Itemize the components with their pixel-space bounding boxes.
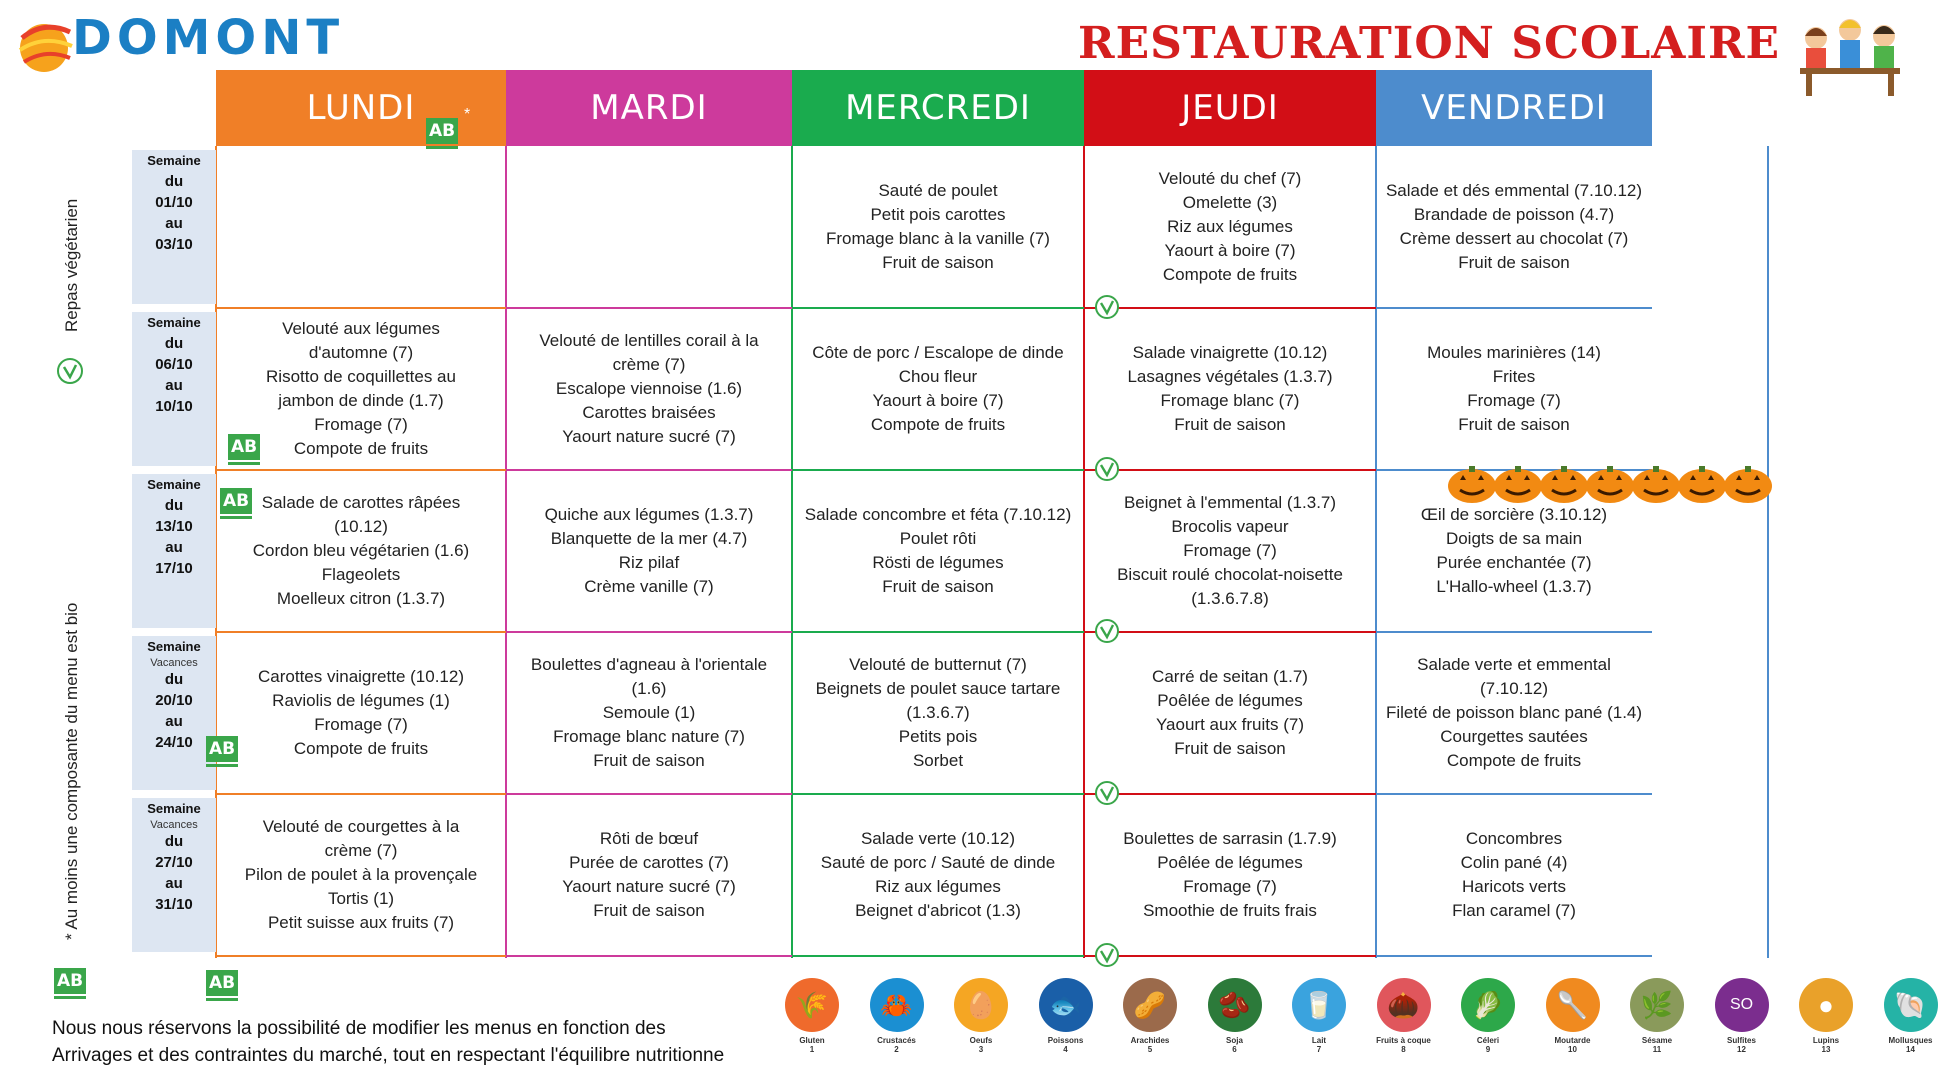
meal-item: Yaourt nature sucré (7) [562,877,736,896]
week-line: du [164,497,184,514]
sulfites-icon: SO [1715,978,1769,1032]
logo-text: DOMONT [72,10,345,66]
day-label: LUNDI [306,88,416,128]
meal-item: Flageolets [321,565,401,584]
meal-item: Omelette (3) [1182,193,1278,212]
meal-item: crème (7) [324,841,398,860]
meal-item: Carré de seitan (1.7) [1152,667,1308,686]
meal-cell [1376,308,1652,470]
gluten-icon: 🌾 [785,978,839,1032]
row-divider [1376,955,1652,957]
moutarde-icon: 🥄 [1546,978,1600,1032]
week-line: 01/10 [155,194,193,211]
allergen-number: 10 [1568,1045,1577,1054]
meal-item: Quiche aux légumes (1.3.7) [544,505,754,524]
meal-item: Fileté de poisson blanc pané (1.4) [1385,703,1643,722]
week-line: 31/10 [155,896,193,913]
meal-cell [1376,794,1652,956]
footer-line: Nous nous réservons la possibilité de modifier les menus en fonction des [52,1018,666,1039]
allergen-item [1023,978,1109,1054]
week-line: au [165,539,183,556]
meal-item: Lasagnes végétales (1.3.7) [1127,367,1333,386]
meal-item: (1.6) [631,679,667,698]
meal-cell [1084,470,1376,632]
meal-item: Cordon bleu végétarien (1.6) [252,541,470,560]
week-label [132,798,216,952]
meal-item: Boulettes de sarrasin (1.7.9) [1123,829,1337,848]
meal-item: Blanquette de la mer (4.7) [550,529,748,548]
meal-item: Beignet à l'emmental (1.3.7) [1123,493,1337,512]
week-line: Semaine [147,639,201,654]
meal-item: Risotto de coquillettes au [266,367,456,386]
allergen-item [769,978,855,1054]
allergen-name: Arachides [1130,1036,1170,1045]
fruits-coque-icon: 🌰 [1377,978,1431,1032]
meal-cell [792,632,1084,794]
allergen-name: Lupins [1812,1036,1840,1045]
week-line: Semaine [147,801,201,816]
allergen-number: 13 [1821,1045,1831,1054]
meal-item: Velouté de lentilles corail à la [539,331,759,350]
meal-item: L'Hallo-wheel (1.3.7) [1436,577,1592,596]
menu-grid [132,70,1770,958]
vegetarian-icon [56,357,84,385]
allergen-item [938,978,1024,1054]
meal-item: d'automne (7) [308,343,414,362]
meal-item: Fruit de saison [1174,739,1286,758]
meal-item: Riz aux légumes [1167,217,1293,236]
allergen-number: 14 [1906,1045,1915,1054]
meal-item: Concombres [1465,829,1563,848]
allergen-number: 9 [1485,1045,1491,1054]
day-header-jeudi [1084,70,1376,146]
meal-item: Courgettes sautées [1440,727,1588,746]
allergen-name: Céleri [1476,1036,1500,1045]
halloween-pumpkins-decoration [1450,466,1768,504]
column-divider [1767,146,1769,958]
logo-sun-icon [20,24,72,72]
meal-item: (1.3.6.7.8) [1191,589,1269,608]
meal-cell [216,794,506,956]
oeufs-icon: 🥚 [954,978,1008,1032]
week-label [132,312,216,466]
meal-item: Smoothie de fruits frais [1143,901,1317,920]
bio-component-label: * Au moins une composante du menu est bio [62,602,81,940]
meal-item: Côte de porc / Escalope de dinde [812,343,1064,362]
meal-item: Velouté aux légumes [282,319,440,338]
bio-asterisk: * [464,106,471,123]
meal-cell [506,794,792,956]
meal-item: Brandade de poisson (4.7) [1413,205,1615,224]
meal-item: Poêlée de légumes [1157,853,1303,872]
meal-item: Salade verte (10.12) [860,829,1016,848]
meal-item: Rôti de bœuf [599,829,699,848]
meal-item: Salade vinaigrette (10.12) [1132,343,1328,362]
allergen-number: 1 [809,1045,815,1054]
allergen-number: 12 [1737,1045,1746,1054]
meal-item: Compote de fruits [1446,751,1582,770]
meal-item: Fromage blanc nature (7) [553,727,745,746]
crustac-s-icon: 🦀 [870,978,924,1032]
meal-item: Doigts de sa main [1445,529,1583,548]
allergen-item [854,978,940,1054]
bio-ab-icon: AB [54,968,86,1002]
meal-item: Yaourt à boire (7) [872,391,1004,410]
mollusques-icon: 🐚 [1884,978,1938,1032]
bio-ab-icon: AB [228,434,260,468]
meal-item: Escalope viennoise (1.6) [555,379,743,398]
meal-cell [1084,794,1376,956]
allergen-name: Gluten [799,1036,825,1045]
meal-item: Salade concombre et féta (7.10.12) [804,505,1072,524]
meal-item: Yaourt aux fruits (7) [1155,715,1305,734]
meal-item: Carottes vinaigrette (10.12) [258,667,464,686]
meal-item: Riz aux légumes [875,877,1001,896]
bio-ab-icon: AB [220,488,252,522]
meal-item: Crème dessert au chocolat (7) [1399,229,1629,248]
meal-item: Petit pois carottes [870,205,1006,224]
meal-item: Haricots verts [1462,877,1566,896]
day-label: MARDI [590,88,708,128]
meal-item: Petit suisse aux fruits (7) [267,913,455,932]
row-divider [506,955,792,957]
week-line: 03/10 [155,236,193,253]
meal-item: Beignet d'abricot (1.3) [855,901,1021,920]
allergen-number: 5 [1147,1045,1153,1054]
meal-item: Boulettes d'agneau à l'orientale [530,655,768,674]
meal-cell [1376,146,1652,308]
meal-item: Fromage (7) [314,715,408,734]
week-line: 06/10 [155,356,193,373]
meal-item: Biscuit roulé chocolat-noisette [1117,565,1343,584]
allergen-number: 11 [1652,1045,1662,1054]
allergen-number: 7 [1316,1045,1322,1054]
meal-cell [506,470,792,632]
meal-cell [792,308,1084,470]
week-line: Semaine [147,153,201,168]
meal-item: Frites [1492,367,1536,386]
week-line: 20/10 [155,692,193,709]
week-line: du [164,335,184,352]
day-label: VENDREDI [1421,88,1607,128]
allergen-name: Poissons [1047,1036,1084,1045]
meal-item: Fromage (7) [1183,877,1277,896]
meal-item: Poulet rôti [899,529,977,548]
allergen-name: Moutarde [1554,1036,1591,1045]
page-title: RESTAURATION SCOLAIRE [1078,18,1781,69]
meal-item: Salade de carottes râpées [261,493,461,512]
allergen-name: Lait [1311,1036,1327,1045]
allergen-item [1445,978,1531,1054]
allergen-item [1192,978,1278,1054]
meal-item: Fruit de saison [1174,415,1286,434]
meal-item: Semoule (1) [602,703,696,722]
meal-item: Fromage blanc à la vanille (7) [826,229,1050,248]
day-label: MERCREDI [845,88,1031,128]
allergen-item [1614,978,1700,1054]
meal-item: Petits pois [898,727,978,746]
meal-item: Pilon de poulet à la provençale [244,865,478,884]
meal-item: (7.10.12) [1479,679,1549,698]
meal-cell [506,308,792,470]
vegetarian-icon [1094,942,1120,968]
meal-item: Riz pilaf [618,553,680,572]
meal-item: Carottes braisées [582,403,716,422]
vegetarian-icon [1094,456,1120,482]
meal-cell [1084,308,1376,470]
meal-cell [216,632,506,794]
meal-cell [506,146,792,308]
poissons-icon: 🐟 [1039,978,1093,1032]
allergen-item [1868,978,1954,1054]
allergen-name: Fruits à coque [1376,1036,1431,1045]
meal-item: Poêlée de légumes [1157,691,1303,710]
week-line: au [165,713,183,730]
week-label [132,150,216,304]
meal-item: Chou fleur [898,367,978,386]
allergen-name: Soja [1226,1036,1243,1045]
week-label [132,474,216,628]
week-line: 10/10 [155,398,193,415]
week-line: Vacances [150,819,198,831]
meal-item: Velouté de butternut (7) [849,655,1027,674]
week-line: 13/10 [155,518,193,535]
meal-cell [792,470,1084,632]
day-label: JEUDI [1181,88,1279,128]
week-line: au [165,875,183,892]
meal-item: Yaourt à boire (7) [1164,241,1296,260]
meal-item: Compote de fruits [870,415,1006,434]
bio-ab-icon: AB [206,736,238,770]
meal-item: Moules marinières (14) [1427,343,1601,362]
allergen-name: Mollusques [1888,1036,1933,1045]
meal-cell [216,470,506,632]
allergen-item [1361,978,1447,1054]
meal-item: Fromage blanc (7) [1160,391,1300,410]
meal-item: jambon de dinde (1.7) [278,391,444,410]
children-eating-illustration [1786,8,1914,98]
meal-cell [1376,632,1652,794]
meal-cell [792,146,1084,308]
week-line: Vacances [150,657,198,669]
allergen-name: Crustacés [877,1036,916,1045]
allergen-name: Oeufs [969,1036,993,1045]
meal-item: Salade et dés emmental (7.10.12) [1385,181,1643,200]
meal-item: Sauté de porc / Sauté de dinde [820,853,1056,872]
week-line: du [164,833,184,850]
meal-item: Fruit de saison [593,901,705,920]
week-line: Semaine [147,477,201,492]
meal-cell [1084,632,1376,794]
allergen-number: 3 [978,1045,984,1054]
meal-item: Yaourt nature sucré (7) [562,427,736,446]
allergen-number: 6 [1232,1045,1237,1054]
meal-item: Crème vanille (7) [584,577,714,596]
day-header-lundi [216,70,506,146]
meal-item: Fromage (7) [314,415,408,434]
meal-item: Fromage (7) [1467,391,1561,410]
meal-item: Flan caramel (7) [1452,901,1576,920]
meal-item: Fruit de saison [593,751,705,770]
meal-item: Brocolis vapeur [1171,517,1289,536]
meal-item: Sauté de poulet [878,181,998,200]
vegetarian-meal-label: Repas végétarien [62,198,81,332]
c-leri-icon: 🥬 [1461,978,1515,1032]
meal-item: Compote de fruits [293,439,429,458]
footer-note [52,1015,782,1069]
allergen-number: 2 [894,1045,899,1054]
week-line: au [165,215,183,232]
week-line: du [164,671,184,688]
lupins-icon: ● [1799,978,1853,1032]
allergen-number: 4 [1063,1045,1068,1054]
vegetarian-icon [1094,618,1120,644]
week-line: au [165,377,183,394]
bio-ab-icon: AB [426,118,458,152]
meal-item: Purée enchantée (7) [1436,553,1592,572]
meal-cell [792,794,1084,956]
meal-item: Compote de fruits [293,739,429,758]
meal-item: (10.12) [334,517,388,536]
meal-item: Fruit de saison [882,577,994,596]
meal-item: Fruit de saison [882,253,994,272]
meal-item: Purée de carottes (7) [569,853,729,872]
meal-item: Velouté de courgettes à la [262,817,460,836]
lait-icon: 🥛 [1292,978,1346,1032]
meal-item: Salade verte et emmental [1417,655,1611,674]
meal-item: crème (7) [612,355,686,374]
meal-item: Raviolis de légumes (1) [272,691,450,710]
meal-cell [216,146,506,308]
footer-line: Arrivages et des contraintes du marché, tout en respectant l'équilibre nutritionne [52,1045,725,1066]
day-header-mardi [506,70,792,146]
bio-ab-icon: AB [206,970,238,1004]
allergen-name: Sulfites [1727,1036,1756,1045]
allergen-item [1107,978,1193,1054]
allergen-number: 8 [1401,1045,1406,1054]
meal-item: Tortis (1) [327,889,395,908]
meal-item: Œil de sorcière (3.10.12) [1420,505,1608,524]
meal-item: Rösti de légumes [872,553,1004,572]
allergen-name: Sésame [1641,1036,1673,1045]
vegetarian-icon [1094,780,1120,806]
week-line: 27/10 [155,854,193,871]
meal-item: Fruit de saison [1458,253,1570,272]
allergen-item [1530,978,1616,1054]
row-divider [216,955,506,957]
row-divider [792,955,1084,957]
meal-item: Colin pané (4) [1460,853,1568,872]
allergen-item [1276,978,1362,1054]
meal-item: Sorbet [912,751,964,770]
meal-cell [1084,146,1376,308]
meal-item: Fromage (7) [1183,541,1277,560]
meal-item: Beignets de poulet sauce tartare [815,679,1061,698]
meal-item: Velouté du chef (7) [1158,169,1302,188]
allergen-item [1699,978,1785,1054]
allergen-item [1783,978,1869,1054]
meal-item: Compote de fruits [1162,265,1298,284]
day-header-vendredi [1376,70,1652,146]
meal-cell [506,632,792,794]
week-line: 24/10 [155,734,193,751]
soja-icon: 🫘 [1208,978,1262,1032]
vegetarian-icon [1094,294,1120,320]
row-divider [1084,955,1376,957]
week-line: du [164,173,184,190]
day-header-mercredi [792,70,1084,146]
meal-item: (1.3.6.7) [906,703,970,722]
arachides-icon: 🥜 [1123,978,1177,1032]
s-same-icon: 🌿 [1630,978,1684,1032]
meal-item: Moelleux citron (1.3.7) [276,589,446,608]
week-label [132,636,216,790]
week-line: Semaine [147,315,201,330]
meal-item: Fruit de saison [1458,415,1570,434]
week-line: 17/10 [155,560,193,577]
